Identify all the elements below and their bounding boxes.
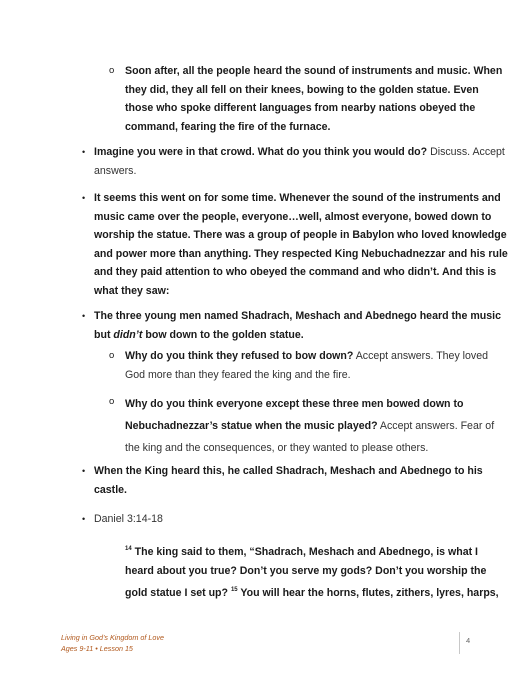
paragraph-king-heard <box>94 462 483 499</box>
scripture-quote-line: The king said to them, “Shadrach, Meshach and Abednego, is what I <box>131 546 479 558</box>
paragraph-it-seems <box>94 189 508 301</box>
sub-bullet-refused <box>125 347 488 384</box>
page-number: 4 <box>466 636 471 645</box>
disc-bullet-icon: • <box>82 466 86 476</box>
paragraph-imagine-instruction: Discuss. Accept <box>427 146 505 158</box>
footer-separator: • <box>95 644 98 653</box>
sub-bullet-1 <box>125 62 502 136</box>
paragraph-imagine-line: answers. <box>94 164 137 177</box>
paragraph-it-seems-line: It seems this went on for some time. Whenever the sound of the instruments and <box>94 192 501 204</box>
verse-number: 15 <box>230 587 238 593</box>
paragraph-imagine <box>94 143 505 180</box>
footer-title: Living in God’s Kingdom of Love <box>61 633 164 642</box>
paragraph-three-young-men-text: bow down to the golden statue. <box>142 328 304 341</box>
paragraph-it-seems-line: what they saw: <box>94 284 170 297</box>
emphasis-text: didn’t <box>113 328 143 341</box>
scripture-reference: Daniel 3:14-18 <box>94 513 163 525</box>
paragraph-it-seems-line: and power more than anything. They respected King Nebuchadnezzar and his rule <box>94 247 508 260</box>
scripture-quote-line: gold statue I set up? <box>125 587 231 599</box>
footer-divider <box>459 632 460 654</box>
paragraph-it-seems-line: worship the statue. There was a group of people in Babylon who loved knowledge <box>94 229 507 242</box>
circle-bullet-icon: o <box>109 350 115 361</box>
scripture-quote <box>125 540 499 603</box>
sub-bullet-everyone-bowed-line: Why do you think everyone except these three men bowed down to <box>125 398 464 410</box>
scripture-quote-line: heard about you true? Don’t you serve my gods? Don’t you worship the <box>125 565 487 577</box>
paragraph-king-heard-line: castle. <box>94 483 127 496</box>
paragraph-it-seems-line: and they paid attention to who obeyed the command and who didn’t. And this is <box>94 266 497 279</box>
sub-bullet-everyone-bowed-question: Nebuchadnezzar’s statue when the music played? <box>125 420 378 432</box>
disc-bullet-icon: • <box>82 514 86 524</box>
sub-bullet-1-line: those who spoke different languages from nearby nations obeyed the <box>125 102 476 115</box>
scripture-quote-line: You will hear the horns, flutes, zithers, lyres, harps, <box>237 587 499 599</box>
sub-bullet-refused-answer: Accept answers. They loved <box>353 350 489 362</box>
sub-bullet-everyone-bowed-line: the king and the consequences, or they wanted to please others. <box>125 442 429 454</box>
sub-bullet-1-line: command, fearing the fire of the furnace. <box>125 120 331 133</box>
footer-lesson: Lesson 15 <box>99 644 133 653</box>
sub-bullet-everyone-bowed-answer: Accept answers. Fear of <box>377 420 495 432</box>
sub-bullet-refused-question: Why do you think they refused to bow down? <box>125 350 354 362</box>
disc-bullet-icon: • <box>82 147 86 157</box>
footer-ages: Ages 9-11 <box>61 644 94 653</box>
paragraph-three-young-men-text: but <box>94 328 114 341</box>
disc-bullet-icon: • <box>82 311 86 321</box>
paragraph-it-seems-line: music came over the people, everyone…well, almost everyone, bowed down to <box>94 210 492 223</box>
sub-bullet-1-line: they did, they all fell on their knees, bowing to the golden statue. Even <box>125 83 479 96</box>
circle-bullet-icon: o <box>109 396 115 407</box>
sub-bullet-everyone-bowed <box>125 393 494 459</box>
paragraph-three-young-men <box>94 307 501 344</box>
disc-bullet-icon: • <box>82 193 86 203</box>
sub-bullet-refused-line: God more than they feared the king and the fire. <box>125 368 351 381</box>
footer-age-lesson <box>61 644 133 654</box>
paragraph-king-heard-line: When the King heard this, he called Shadrach, Meshach and Abednego to his <box>94 465 483 477</box>
paragraph-three-young-men-line: The three young men named Shadrach, Meshach and Abednego heard the music <box>94 310 501 322</box>
circle-bullet-icon: o <box>109 65 115 76</box>
verse-number: 14 <box>125 546 132 552</box>
sub-bullet-1-line: Soon after, all the people heard the sound of instruments and music. When <box>125 65 503 77</box>
paragraph-imagine-question: Imagine you were in that crowd. What do you think you would do? <box>94 146 428 158</box>
